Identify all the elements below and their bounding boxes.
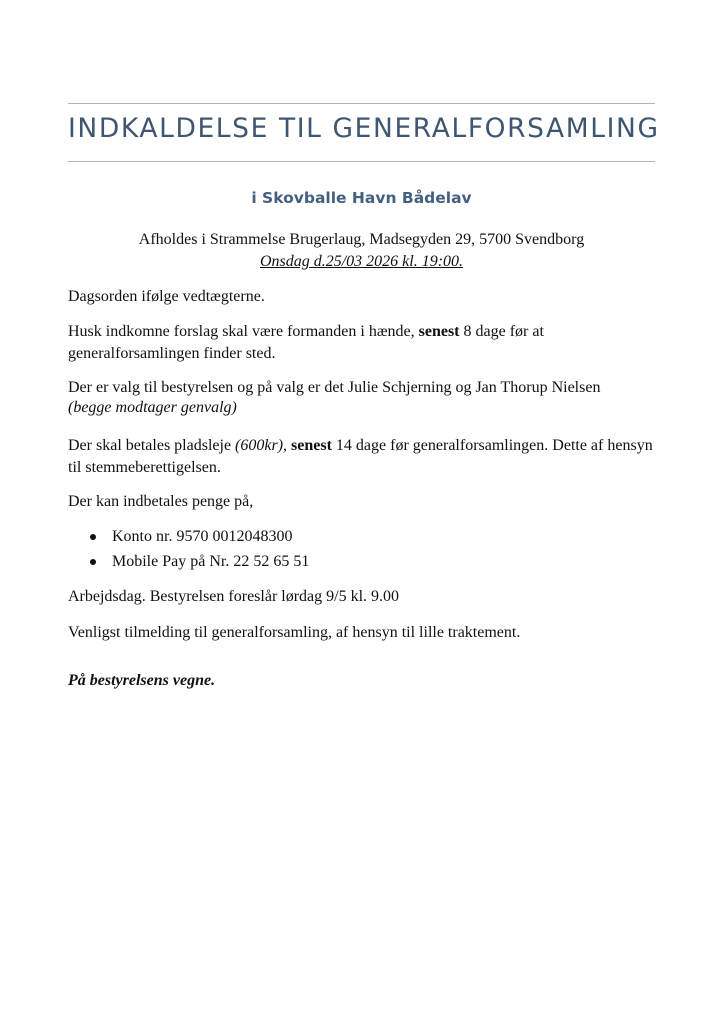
proposals-text-after: 8 dage før at generalforsamlingen finder sted. xyxy=(68,323,544,362)
payment-intro: Der kan indbetales penge på, xyxy=(68,493,254,510)
signature-line: På bestyrelsens vegne. xyxy=(68,672,216,689)
election-note: (begge modtager genvalg) xyxy=(68,399,237,416)
payment-methods-list xyxy=(68,526,658,576)
agenda-paragraph: Dagsorden ifølge vedtægterne. xyxy=(68,288,265,305)
organization-subtitle: i Skovballe Havn Bådelav xyxy=(251,189,472,207)
bullet-icon xyxy=(90,559,96,565)
bullet-icon xyxy=(90,534,96,540)
election-text: Der er valg til bestyrelsen og på valg er det Julie Schjerning og Jan Thorup Nielsen xyxy=(68,379,601,396)
fee-emphasis: senest xyxy=(291,437,332,454)
list-item xyxy=(68,551,658,576)
payment-method-text: Mobile Pay på Nr. 22 52 65 51 xyxy=(112,553,310,570)
meeting-date-text: Onsdag d.25/03 2026 kl. 19:00. xyxy=(259,253,464,270)
fee-paragraph xyxy=(68,435,658,479)
title-bottom-rule xyxy=(68,161,655,162)
list-item xyxy=(68,526,658,551)
signup-paragraph: Venligst tilmelding til generalforsamling, af hensyn til lille traktement. xyxy=(68,624,521,641)
election-paragraph xyxy=(68,378,658,418)
payment-method-text: Konto nr. 9570 0012048300 xyxy=(112,528,293,545)
workday-paragraph: Arbejdsdag. Bestyrelsen foreslår lørdag 9/5 kl. 9.00 xyxy=(68,588,400,605)
document-title: INDKALDELSE TIL GENERALFORSAMLING xyxy=(68,113,660,144)
title-top-rule xyxy=(68,103,655,104)
meeting-date xyxy=(68,251,655,273)
fee-text-after: 14 dage før generalforsamlingen. Dette af hensyn til stemmeberettigelsen. xyxy=(68,437,653,476)
proposals-paragraph xyxy=(68,321,658,365)
proposals-emphasis: senest xyxy=(418,323,460,340)
proposals-text-before: Husk indkomne forslag skal være formanden i hænde, xyxy=(68,323,419,340)
venue-line: Afholdes i Strammelse Brugerlaug, Madsegyden 29, 5700 Svendborg xyxy=(138,231,585,248)
fee-amount: (600kr), xyxy=(235,437,288,454)
fee-text-before: Der skal betales pladsleje xyxy=(68,437,236,454)
